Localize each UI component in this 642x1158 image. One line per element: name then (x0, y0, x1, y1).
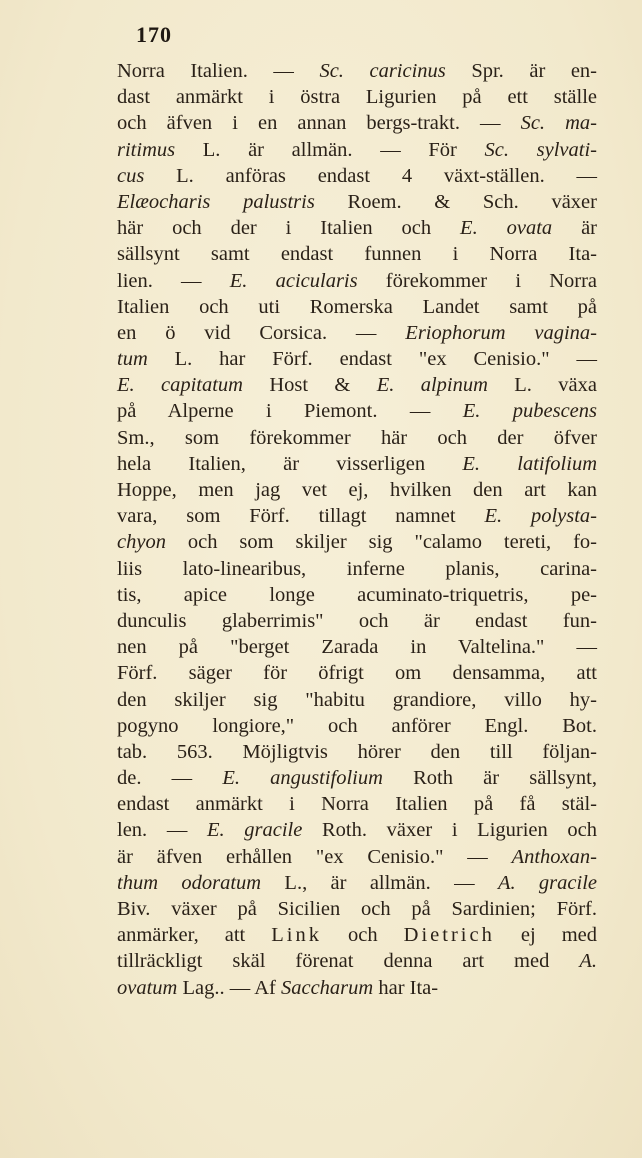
italic-taxon: E. latifolium (462, 452, 597, 475)
text-segment: har Ita- (373, 976, 439, 999)
text-line (117, 58, 597, 84)
text-segment: och äfven i en annan bergs-trakt. — (117, 112, 521, 135)
text-line (117, 844, 597, 870)
text-line (117, 294, 597, 320)
text-segment: ej med (494, 924, 597, 947)
italic-taxon: ritimus (117, 138, 176, 161)
spaced-name: Dietrich (403, 924, 495, 947)
italic-taxon: E. polysta- (484, 505, 597, 528)
text-line (117, 608, 597, 634)
text-segment: Biv. växer på Sicilien och på Sardinien; Förf. (117, 898, 597, 920)
text-segment: liis lato-linearibus, inferne planis, carina- (117, 557, 597, 580)
italic-taxon: Sc. ma- (520, 112, 597, 135)
text-line (117, 870, 597, 896)
text-line (117, 634, 597, 660)
italic-taxon: E. gracile (206, 819, 303, 842)
text-segment: och (321, 924, 404, 947)
text-segment: sällsynt samt endast funnen i Norra Ita- (117, 243, 597, 266)
text-segment: nen på "berget Zarada in Valtelina." — (117, 636, 597, 659)
text-line (117, 896, 597, 922)
text-segment: Förf. säger för öfrigt om densamma, att (117, 662, 597, 685)
italic-taxon: ovatum (117, 976, 178, 999)
text-segment: en ö vid Corsica. — (117, 321, 406, 344)
text-line (117, 477, 597, 503)
text-line (117, 84, 597, 110)
text-segment: är äfven erhållen "ex Cenisio." — (117, 845, 512, 868)
text-segment: anmärker, att (117, 924, 272, 947)
text-line (117, 137, 597, 163)
text-segment: förekommer i Norra (357, 269, 598, 292)
italic-taxon: Sc. caricinus (319, 60, 446, 82)
body-text (117, 58, 597, 1001)
text-line (117, 425, 597, 451)
text-segment: pogyno longiore," och anförer Engl. Bot. (117, 714, 597, 737)
text-segment: Sm., som förekommer här och der öfver (117, 426, 597, 449)
text-line (117, 817, 597, 843)
text-line (117, 451, 597, 477)
italic-taxon: E. ovata (460, 217, 553, 240)
text-segment: L., är allmän. — (261, 871, 498, 894)
text-line (117, 215, 597, 241)
text-segment: dunculis glaberrimis" och är endast fun- (117, 609, 597, 632)
text-line (117, 791, 597, 817)
text-segment: L. växa (487, 374, 597, 397)
text-line (117, 189, 597, 215)
text-line (117, 503, 597, 529)
text-segment: tis, apice longe acuminato-triquetris, pe- (117, 583, 597, 606)
text-segment: hela Italien, är visserligen (117, 452, 463, 475)
italic-taxon: Elæocharis palustris (117, 190, 315, 213)
text-segment: vara, som Förf. tillagt namnet (117, 505, 485, 528)
text-line (117, 765, 597, 791)
italic-taxon: cus (117, 164, 145, 187)
text-segment: len. — (117, 819, 207, 842)
italic-taxon: E. angustifolium (222, 767, 383, 790)
text-segment: Roth är sällsynt, (382, 767, 597, 790)
text-line (117, 975, 597, 1001)
italic-taxon: Sc. sylvati- (484, 138, 597, 161)
text-line (117, 398, 597, 424)
text-segment: Lag.. — Af (177, 976, 281, 999)
text-segment: Norra Italien. — (117, 60, 320, 82)
italic-taxon: Anthoxan- (511, 845, 597, 868)
italic-taxon: E. capitatum (117, 374, 243, 397)
text-line (117, 163, 597, 189)
text-segment: Spr. är en- (445, 60, 598, 82)
text-segment: Hoppe, men jag vet ej, hvilken den art kan (117, 479, 597, 501)
page-number: 170 (136, 22, 172, 47)
italic-taxon: tum (117, 348, 148, 371)
text-segment: tillräckligt skäl förenat denna art med (117, 950, 580, 973)
text-line (117, 582, 597, 608)
text-segment: är (552, 217, 597, 240)
text-segment: L. är allmän. — För (175, 138, 485, 161)
text-segment: Roem. & Sch. växer (314, 190, 597, 213)
text-segment: L. anföras endast 4 växt-ställen. — (144, 164, 597, 187)
text-segment: Roth. växer i Ligurien och (302, 819, 598, 842)
text-line (117, 320, 597, 346)
text-line (117, 556, 597, 582)
text-segment: endast anmärkt i Norra Italien på få stäl- (117, 793, 597, 816)
italic-taxon: thum odoratum (117, 871, 262, 894)
italic-taxon: A. gracile (497, 871, 597, 894)
italic-taxon: E. alpinum (376, 374, 488, 397)
text-line (117, 660, 597, 686)
italic-taxon: chyon (117, 531, 166, 554)
text-segment: L. har Förf. endast "ex Cenisio." — (147, 348, 597, 371)
italic-taxon: Eriophorum vagina- (405, 321, 597, 344)
spaced-name: Link (271, 924, 322, 947)
text-segment: de. — (117, 767, 223, 790)
text-segment: här och der i Italien och (117, 217, 461, 240)
text-segment: Italien och uti Romerska Landet samt på (117, 295, 597, 318)
text-line (117, 110, 597, 136)
text-line (117, 268, 597, 294)
text-segment: tab. 563. Möjligtvis hörer den till följan- (117, 740, 597, 763)
text-segment: på Alperne i Piemont. — (117, 400, 463, 423)
text-line (117, 241, 597, 267)
italic-taxon: Saccharum (280, 976, 374, 999)
text-line (117, 713, 597, 739)
text-segment: och som skiljer sig "calamo tereti, fo- (165, 531, 597, 554)
italic-taxon: E. pubescens (462, 400, 597, 423)
text-line (117, 372, 597, 398)
text-line (117, 948, 597, 974)
text-segment: dast anmärkt i östra Ligurien på ett ställe (117, 86, 597, 109)
text-segment: lien. — (117, 269, 230, 292)
text-line (117, 739, 597, 765)
italic-taxon: A. (579, 950, 597, 973)
italic-taxon: E. acicularis (229, 269, 358, 292)
text-segment: Host & (243, 374, 377, 397)
text-segment: den skiljer sig "habitu grandiore, villo hy- (117, 688, 597, 711)
text-line (117, 922, 597, 948)
text-line (117, 687, 597, 713)
text-line (117, 529, 597, 555)
text-line (117, 346, 597, 372)
